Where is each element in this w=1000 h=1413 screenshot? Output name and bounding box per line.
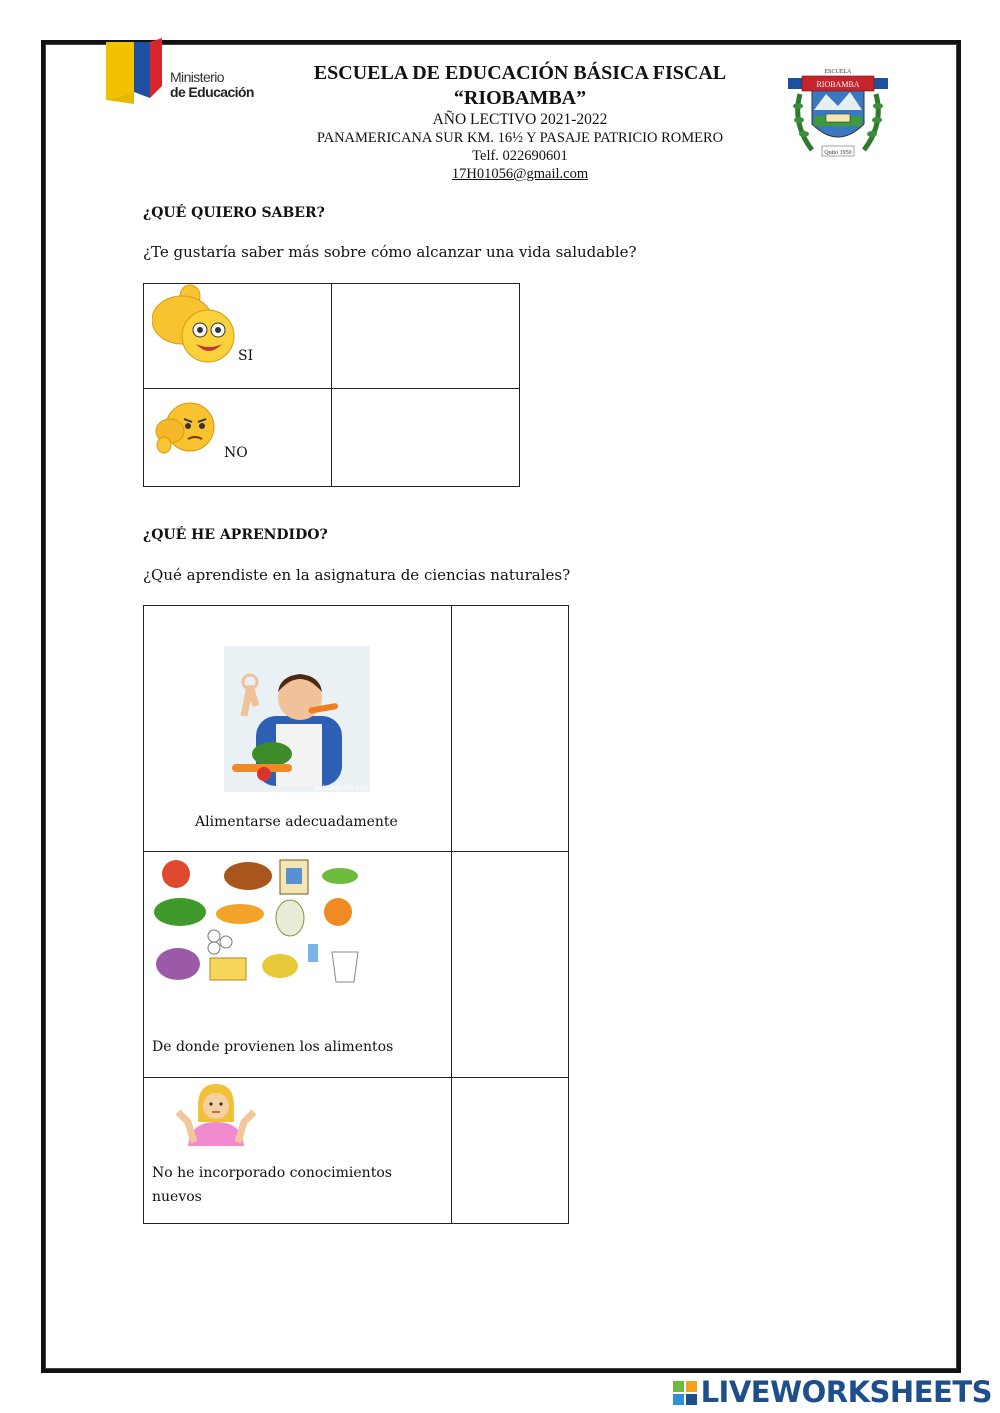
table-row xyxy=(144,852,569,1078)
table-row xyxy=(144,606,569,852)
section2-question: ¿Qué aprendiste en la asignatura de ciencias naturales? xyxy=(143,566,571,584)
school-year: AÑO LECTIVO 2021-2022 xyxy=(432,111,608,128)
option-si-cell xyxy=(144,284,332,389)
thumbs-down-smiley-icon xyxy=(154,401,218,457)
learning-item-cell xyxy=(144,852,452,1078)
section2-title: ¿QUÉ HE APRENDIDO? xyxy=(143,527,328,543)
learning-item-label: Alimentarse adecuadamente xyxy=(195,814,398,830)
learning-table xyxy=(143,605,569,1224)
school-name: ESCUELA DE EDUCACIÓN BÁSICA FISCAL xyxy=(313,62,727,84)
shrugging-girl-icon xyxy=(174,1082,258,1146)
section1-title: ¿QUÉ QUIERO SABER? xyxy=(143,205,325,221)
option-no-label: NO xyxy=(224,445,248,461)
learning-item-cell xyxy=(144,606,452,852)
table-row xyxy=(144,1078,569,1224)
ministerio-text: Ministerio de Educación xyxy=(170,69,254,100)
thumbs-up-smiley-icon xyxy=(152,284,238,368)
school-phone: Telf. 022690601 xyxy=(472,148,568,164)
learning-answer-cell[interactable] xyxy=(452,852,569,1078)
answer-no-cell[interactable] xyxy=(332,389,520,487)
school-email[interactable]: 17H01056@gmail.com xyxy=(451,166,589,182)
food-groups-icon xyxy=(152,856,366,986)
learning-answer-cell[interactable] xyxy=(452,1078,569,1224)
boy-eating-vegetables-icon xyxy=(224,646,370,792)
option-si-label: SI xyxy=(238,348,254,364)
school-crest-icon xyxy=(786,64,890,162)
svg-text:Quito 1950: Quito 1950 xyxy=(824,150,852,156)
table-row xyxy=(144,284,520,389)
table-row xyxy=(144,389,520,487)
liveworksheets-logo-icon xyxy=(673,1381,697,1405)
school-quoted-name: “RIOBAMBA” xyxy=(453,87,587,109)
section1-question: ¿Te gustaría saber más sobre cómo alcanzar una vida saludable? xyxy=(143,243,637,261)
learning-item-label: De donde provienen los alimentos xyxy=(152,1039,394,1055)
school-address: PANAMERICANA SUR KM. 16½ Y PASAJE PATRICIO ROMERO xyxy=(316,130,724,146)
ecuador-flag-icon xyxy=(104,38,166,108)
svg-text:guiainfantil.com: guiainfantil.com xyxy=(313,784,370,792)
learning-item-cell xyxy=(144,1078,452,1224)
learning-item-label: No he incorporado conocimientos nuevos xyxy=(152,1165,392,1205)
liveworksheets-brand[interactable]: LIVEWORKSHEETS xyxy=(673,1375,992,1409)
answer-si-cell[interactable] xyxy=(332,284,520,389)
ministerio-logo xyxy=(104,38,254,108)
learning-answer-cell[interactable] xyxy=(452,606,569,852)
option-no-cell xyxy=(144,389,332,487)
school-header xyxy=(240,60,800,183)
preference-table xyxy=(143,283,520,487)
svg-text:ESCUELA: ESCUELA xyxy=(824,69,852,75)
svg-text:RIOBAMBA: RIOBAMBA xyxy=(816,80,860,89)
